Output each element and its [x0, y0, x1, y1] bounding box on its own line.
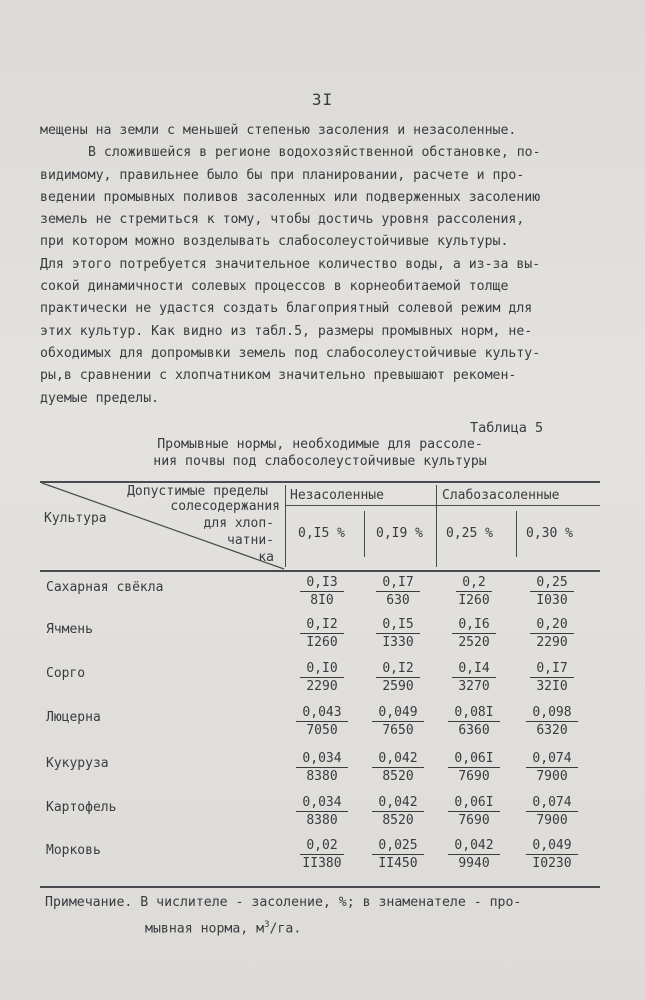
value-denominator: 7900: [536, 813, 568, 828]
value-numerator: 0,I2: [300, 617, 343, 634]
value-denominator: 2290: [536, 635, 568, 650]
value-cell: [436, 661, 512, 695]
text-line: Для этого потребуется значительное количество воды, а из-за вы-: [40, 256, 541, 272]
crop-name: Морковь: [46, 843, 101, 858]
value-denominator: 32I0: [536, 679, 568, 694]
value-cell: [360, 617, 436, 651]
value-cell: [514, 617, 590, 651]
value-denominator: I260: [458, 593, 490, 608]
text-line: ры,в сравнении с хлопчатником значительно превышают рекомен-: [40, 368, 517, 384]
value-denominator: 8380: [306, 769, 338, 784]
caption-line: Промывные нормы, необходимые для рассоле-: [157, 437, 483, 452]
value-cell: [284, 661, 360, 695]
value-cell: [436, 575, 512, 609]
crop-name: Ячмень: [46, 622, 93, 637]
table-note: [45, 892, 605, 940]
column-separator: [516, 511, 517, 557]
text-line: этих культур. Как видно из табл.5, размеры промывных норм, не-: [40, 323, 533, 339]
crop-name: Люцерна: [46, 710, 101, 725]
data-table: [40, 481, 600, 891]
value-numerator: 0,20: [530, 617, 573, 634]
value-numerator: 0,I4: [452, 661, 495, 678]
value-denominator: 2520: [458, 635, 490, 650]
level-header: 0,25 %: [446, 526, 493, 541]
value-cell: [436, 617, 512, 651]
text-line: видимому, правильнее было бы при планировании, расчете и про-: [40, 167, 525, 183]
value-denominator: II380: [302, 856, 342, 871]
level-header: 0,30 %: [526, 526, 573, 541]
value-numerator: 0,I3: [300, 575, 343, 592]
value-cell: [514, 751, 590, 785]
value-denominator: 6360: [458, 723, 490, 738]
value-cell: [436, 838, 512, 872]
value-denominator: 8I0: [310, 593, 334, 608]
value-numerator: 0,I7: [530, 661, 573, 678]
value-numerator: 0,I2: [376, 661, 419, 678]
value-numerator: 0,I6: [452, 617, 495, 634]
value-denominator: 8380: [306, 813, 338, 828]
crop-column-label: Культура: [44, 511, 107, 526]
text-line: В сложившейся в регионе водохозяйственной обстановке, по-: [88, 145, 541, 161]
value-cell: [514, 795, 590, 829]
table-caption: [110, 436, 530, 470]
value-denominator: 7050: [306, 723, 338, 738]
text-line: практически не удастся создать благоприятный солевой режим для: [40, 301, 533, 317]
value-cell: [360, 838, 436, 872]
value-numerator: 0,074: [526, 751, 577, 768]
value-numerator: 0,I7: [376, 575, 419, 592]
value-numerator: 0,042: [372, 795, 423, 812]
value-denominator: 2590: [382, 679, 414, 694]
value-cell: [360, 795, 436, 829]
value-denominator: I260: [306, 635, 338, 650]
diag-top-line: для хлоп-: [203, 516, 274, 531]
value-denominator: 3270: [458, 679, 490, 694]
group-header-slightly-saline: Слабозасоленные: [442, 488, 560, 503]
value-numerator: 0,I0: [300, 661, 343, 678]
value-cell: [360, 575, 436, 609]
text-line: дуемые пределы.: [40, 390, 160, 406]
value-numerator: 0,034: [296, 795, 347, 812]
column-separator: [364, 511, 365, 557]
note-superscript: 3: [264, 920, 270, 930]
note-line: Примечание. В числителе - засоление, %; в знаменателе - про-: [45, 895, 522, 910]
diag-top-line: солесодержания: [170, 499, 280, 514]
value-cell: [360, 705, 436, 739]
value-cell: [514, 575, 590, 609]
diag-top-line: ка: [258, 550, 274, 565]
text-line: ведении промывных поливов засоленных или подверженных засолению: [40, 189, 541, 205]
crop-name: Сорго: [46, 666, 86, 681]
value-numerator: 0,I5: [376, 617, 419, 634]
value-numerator: 0,049: [526, 838, 577, 855]
text-line: земель не стремиться к тому, чтобы достичь уровня рассоления,: [40, 212, 525, 228]
text-line: сокой динамичности солевых процессов в корнеобитаемой толще: [40, 279, 509, 295]
value-numerator: 0,02: [300, 838, 343, 855]
value-denominator: 7690: [458, 813, 490, 828]
note-line: [45, 914, 605, 940]
value-cell: [436, 795, 512, 829]
value-denominator: 8520: [382, 813, 414, 828]
text-line: при котором можно возделывать слабосолеустойчивые культуры.: [40, 234, 509, 250]
value-denominator: I0230: [532, 856, 572, 871]
text-line: мещены на земли с меньшей степенью засоления и незасоленные.: [40, 123, 517, 138]
crop-name: Картофель: [46, 800, 117, 815]
value-denominator: 9940: [458, 856, 490, 871]
value-denominator: 7690: [458, 769, 490, 784]
note-text: мывная норма, м: [145, 921, 265, 937]
level-header: 0,I5 %: [298, 526, 345, 541]
value-numerator: 0,098: [526, 705, 577, 722]
value-denominator: II450: [378, 856, 418, 871]
value-numerator: 0,06I: [448, 751, 499, 768]
value-numerator: 0,074: [526, 795, 577, 812]
caption-line: ния почвы под слабосолеустойчивые культуры: [153, 454, 487, 469]
value-numerator: 0,06I: [448, 795, 499, 812]
value-denominator: 7650: [382, 723, 414, 738]
value-denominator: I330: [382, 635, 414, 650]
value-denominator: I030: [536, 593, 568, 608]
value-numerator: 0,043: [296, 705, 347, 722]
value-cell: [436, 705, 512, 739]
value-numerator: 0,042: [372, 751, 423, 768]
value-denominator: 6320: [536, 723, 568, 738]
level-header: 0,I9 %: [376, 526, 423, 541]
value-cell: [284, 795, 360, 829]
value-cell: [360, 751, 436, 785]
value-numerator: 0,25: [530, 575, 573, 592]
value-cell: [284, 751, 360, 785]
value-numerator: 0,034: [296, 751, 347, 768]
value-cell: [514, 661, 590, 695]
value-denominator: 8520: [382, 769, 414, 784]
value-cell: [284, 838, 360, 872]
value-numerator: 0,042: [448, 838, 499, 855]
crop-name: Сахарная свёкла: [46, 580, 164, 595]
column-separator: [436, 485, 437, 567]
value-cell: [436, 751, 512, 785]
note-text: /га.: [269, 921, 302, 937]
group-header-nonsaline: Незасоленные: [290, 488, 384, 503]
value-denominator: 630: [386, 593, 410, 608]
value-numerator: 0,025: [372, 838, 423, 855]
diag-top-line: чатни-: [227, 533, 274, 548]
value-numerator: 0,049: [372, 705, 423, 722]
diag-top-line: Допустимые пределы: [127, 484, 268, 499]
value-numerator: 0,2: [456, 575, 491, 592]
body-paragraph: [40, 120, 600, 410]
page-number: 3I: [311, 90, 334, 109]
table-bottom-rule: [40, 886, 600, 888]
value-numerator: 0,08I: [448, 705, 499, 722]
value-denominator: 2290: [306, 679, 338, 694]
value-cell: [514, 838, 590, 872]
value-cell: [284, 705, 360, 739]
value-cell: [514, 705, 590, 739]
text-line: обходимых для допромывки земель под слабосолеустойчивые культу-: [40, 345, 541, 361]
value-cell: [284, 617, 360, 651]
table-label: Таблица 5: [470, 420, 544, 436]
value-denominator: 7900: [536, 769, 568, 784]
value-cell: [284, 575, 360, 609]
crop-name: Кукуруза: [46, 756, 109, 771]
value-cell: [360, 661, 436, 695]
group-underline: [286, 505, 600, 506]
